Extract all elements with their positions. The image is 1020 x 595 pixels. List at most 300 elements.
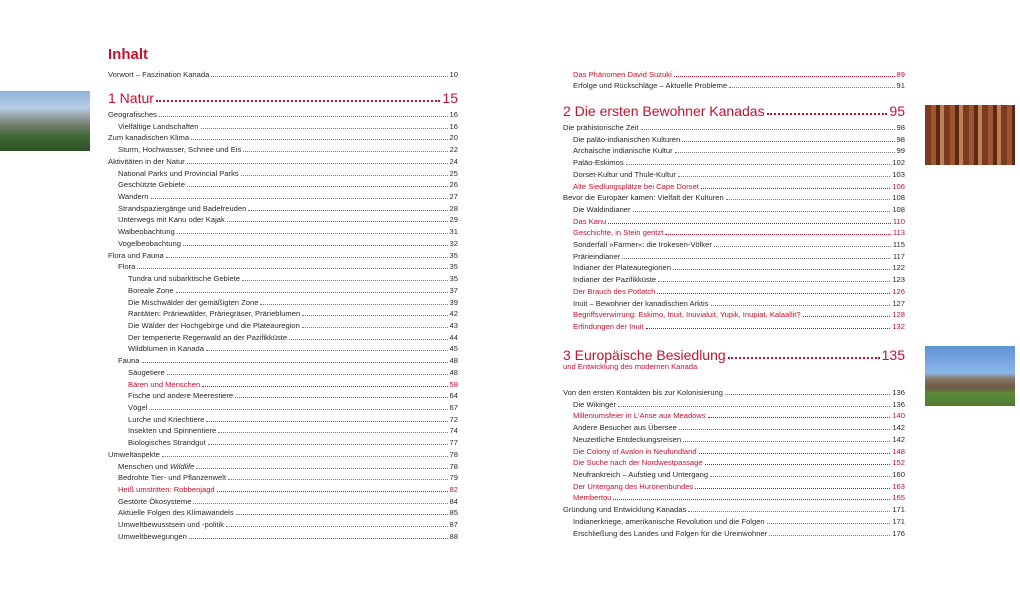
toc-entry-title: Membertou	[573, 493, 612, 503]
toc-entry	[108, 436, 458, 447]
toc-entry-title: Raritäten: Präriewälder, Präriegräser, Prärieblumen	[128, 309, 301, 319]
toc-entry-page: 152	[892, 458, 905, 468]
dot-leader	[302, 315, 447, 316]
dot-leader	[633, 211, 891, 212]
toc-entry	[108, 471, 458, 482]
dot-leader	[695, 488, 890, 489]
toc-entry-page: 28	[449, 203, 458, 213]
toc-entry	[563, 68, 905, 79]
toc-entry	[108, 225, 458, 236]
toc-entry-title: Dorset-Kultur und Thule-Kultur	[573, 169, 676, 179]
toc-entry-title: Umweltbewusstsein und -politik	[118, 520, 224, 530]
dot-leader	[228, 479, 447, 480]
toc-entry	[108, 424, 458, 435]
toc-entry-page: 27	[449, 192, 458, 202]
chapter-heading	[108, 86, 458, 106]
toc-entry-page: 132	[892, 321, 905, 331]
toc-entry	[108, 68, 458, 79]
toc-entry-page: 171	[892, 505, 905, 515]
toc-entry	[108, 108, 458, 119]
toc-entry-title: Indianerkriege, amerikanische Revolution und die Folgen	[573, 516, 765, 526]
toc-entry-page: 136	[892, 388, 905, 397]
dot-leader	[201, 128, 448, 129]
mountain-landscape-photo	[0, 91, 90, 151]
toc-entry-page: 16	[449, 121, 458, 131]
dot-leader	[149, 409, 447, 410]
toc-entry-page: 148	[892, 446, 905, 456]
toc-entry	[108, 389, 458, 400]
toc-entry	[108, 167, 458, 178]
toc-entry-title: Flora	[118, 262, 136, 272]
toc-entry	[563, 527, 905, 538]
toc-entry-title: Vogelbeobachtung	[118, 238, 181, 248]
toc-entry-title: Paläo-Eskimos	[573, 158, 624, 168]
toc-entry-title: Die paläo-indianischen Kulturen	[573, 134, 681, 144]
dot-leader	[658, 281, 890, 282]
dot-leader	[142, 362, 448, 363]
toc-entry-page: 39	[449, 297, 458, 307]
dot-leader	[725, 394, 890, 395]
toc-entry	[563, 261, 905, 272]
dot-leader	[177, 233, 448, 234]
toc-entry-page: 113	[892, 228, 905, 238]
toc-entry-title: Die Wikinger	[573, 399, 617, 409]
toc-entry-page: 176	[892, 528, 905, 538]
toc-entry-title: Indianer der Pazifikküste	[573, 275, 657, 285]
toc-entry-page: 31	[449, 227, 458, 237]
indigenous-people-photo	[925, 105, 1015, 165]
toc-entry-title: Gründung und Entwicklung Kanadas	[563, 505, 687, 515]
toc-entry	[563, 515, 905, 526]
toc-entry	[563, 79, 905, 90]
toc-entry-page: 78	[449, 449, 458, 459]
toc-entry-title: Wildblumen in Kanada	[128, 344, 204, 354]
dot-leader	[167, 374, 448, 375]
toc-entry-page: 91	[896, 81, 905, 90]
dot-leader	[191, 139, 448, 140]
historic-settlement-photo	[925, 346, 1015, 406]
toc-entry	[108, 366, 458, 377]
toc-entry-page: 15	[442, 90, 458, 106]
dot-leader	[218, 432, 447, 433]
toc-entry-title: Vorwort – Faszination Kanada	[108, 70, 210, 79]
toc-entry-page: 99	[896, 146, 905, 156]
toc-entry-title: Prärieindianer	[573, 251, 621, 261]
dot-leader	[235, 397, 447, 398]
toc-entry	[108, 506, 458, 517]
toc-entry-title: Die Wälder der Hochgebirge und die Plateauregion	[128, 320, 300, 330]
toc-entry-title: Inuit – Bewohner der kanadischen Arktis	[573, 298, 709, 308]
toc-entry-title: Strandspaziergänge und Badefreuden	[118, 203, 247, 213]
toc-entry	[108, 331, 458, 342]
toc-entry-title: Von den ersten Kontakten bis zur Kolonisierung	[563, 388, 723, 397]
toc-entry-page: 135	[881, 347, 905, 363]
dot-leader	[248, 210, 447, 211]
toc-entry-page: 84	[449, 496, 458, 506]
toc-entry-page: 108	[892, 204, 905, 214]
dot-leader	[302, 327, 448, 328]
toc-entry	[563, 308, 905, 319]
toc-entry	[108, 354, 458, 365]
toc-entry-page: 163	[892, 481, 905, 491]
chapter-subtitle: und Entwicklung des modernen Kanada	[563, 362, 698, 371]
toc-entry	[563, 491, 905, 502]
toc-entry-page: 24	[449, 156, 458, 166]
toc-entry	[108, 495, 458, 506]
toc-entry-page: 160	[892, 470, 905, 480]
dot-leader	[227, 221, 448, 222]
dot-leader	[618, 406, 890, 407]
toc-entry-page: 122	[892, 263, 905, 273]
dot-leader	[679, 429, 890, 430]
toc-entry-title: Milleniumsfeier in L'Anse aux Meadows	[573, 411, 706, 421]
toc-entry	[108, 202, 458, 213]
toc-entry	[108, 307, 458, 318]
toc-entry-page: 58	[449, 379, 458, 389]
toc-entry-title: Der Untergang des Huronenbundes	[573, 481, 694, 491]
toc-entry-page: 77	[449, 438, 458, 448]
toc-entry-page: 78	[449, 461, 458, 471]
toc-entry-title: Erfindungen der Inuit	[573, 321, 644, 331]
toc-entry-page: 35	[449, 274, 458, 284]
toc-entry	[108, 120, 458, 131]
toc-entry-title: Aktuelle Folgen des Klimawandels	[118, 508, 234, 518]
toc-entry-title: Das Kanu	[573, 216, 607, 226]
toc-entry-page: 74	[449, 426, 458, 436]
dot-leader	[196, 468, 447, 469]
toc-entry-page: 108	[892, 193, 905, 203]
toc-entry	[108, 178, 458, 189]
toc-entry-title: Sturm, Hochwasser, Schnee und Eis	[118, 145, 242, 155]
toc-entry-title: Menschen und Wildlife	[118, 461, 195, 471]
dot-leader	[726, 199, 891, 200]
toc-entry-title: 2 Die ersten Bewohner Kanadas	[563, 103, 765, 119]
dot-leader	[193, 503, 447, 504]
toc-entry-title: Erfolge und Rückschläge – Aktuelle Probleme	[573, 81, 728, 90]
toc-entry	[563, 168, 905, 179]
dot-leader	[243, 151, 447, 152]
toc-entry-page: 87	[449, 520, 458, 530]
toc-entry-page: 29	[449, 215, 458, 225]
toc-entry-page: 35	[449, 262, 458, 272]
toc-entry-page: 44	[449, 332, 458, 342]
toc-entry-title: Alte Siedlungsplätze bei Cape Dorset	[573, 181, 699, 191]
dot-leader	[236, 514, 448, 515]
dot-leader	[646, 328, 891, 329]
toc-entry-title: Geografisches	[108, 110, 157, 119]
dot-leader	[626, 164, 891, 165]
toc-entry-page: 106	[892, 181, 905, 191]
toc-entry	[108, 530, 458, 541]
toc-entry-title: Unterwegs mit Kanu oder Kajak	[118, 215, 225, 225]
toc-entry-page: 102	[892, 158, 905, 168]
toc-entry-page: 82	[449, 485, 458, 495]
toc-entry	[563, 433, 905, 444]
toc-entry	[563, 180, 905, 191]
toc-entry-title: Neufrankreich – Aufstieg und Untergang	[573, 470, 709, 480]
toc-entry	[563, 156, 905, 167]
dot-leader	[699, 453, 891, 454]
toc-entry	[108, 272, 458, 283]
toc-entry-page: 95	[889, 103, 905, 119]
dot-leader	[673, 269, 890, 270]
toc-entry	[563, 468, 905, 479]
toc-entry	[563, 144, 905, 155]
toc-entry-title: Bevor die Europäer kamen: Vielfalt der Kulturen	[563, 193, 724, 203]
toc-entry-title: 3 Europäische Besiedlung	[563, 347, 726, 363]
dot-leader	[187, 163, 448, 164]
toc-entry-page: 48	[449, 367, 458, 377]
chapter-heading	[563, 343, 905, 363]
toc-entry-page: 98	[896, 123, 905, 132]
toc-entry-page: 16	[449, 110, 458, 119]
toc-entry-title: Insekten und Spinnentiere	[128, 426, 217, 436]
toc-entry-title: Begriffsverwirrung: Eskimo, Inuit, Inuvialuit, Yupik, Inupiat, Kalaallit?	[573, 310, 801, 320]
toc-entry	[108, 460, 458, 471]
dot-leader	[176, 292, 448, 293]
dot-leader	[708, 417, 891, 418]
toc-entry-page: 171	[892, 516, 905, 526]
toc-entry-title: Zum kanadischen Klima	[108, 133, 190, 143]
toc-entry-title: Walbeobachtung	[118, 227, 175, 237]
toc-entry	[108, 296, 458, 307]
toc-entry-title: Lurche und Kriechtiere	[128, 414, 205, 424]
dot-leader	[714, 246, 891, 247]
dot-leader	[710, 476, 890, 477]
toc-entry	[563, 456, 905, 467]
toc-entry-page: 89	[896, 70, 905, 79]
toc-entry	[108, 213, 458, 224]
toc-entry-title: Umweltaspekte	[108, 449, 160, 459]
dot-leader	[156, 100, 441, 102]
toc-entry-page: 142	[892, 423, 905, 433]
toc-entry-page: 123	[892, 275, 905, 285]
dot-leader	[688, 511, 890, 512]
toc-entry-page: 64	[449, 391, 458, 401]
toc-entry-title: Bedrohte Tier- und Pflanzenwelt	[118, 473, 227, 483]
toc-entry-title: Fauna	[118, 356, 140, 366]
toc-entry	[108, 448, 458, 459]
toc-entry-title: Vögel	[128, 403, 148, 412]
toc-entry	[563, 297, 905, 308]
toc-entry-page: 126	[892, 286, 905, 296]
dot-leader	[641, 129, 895, 130]
dot-leader	[608, 223, 891, 224]
toc-entry	[563, 503, 905, 514]
toc-entry-title: Boreale Zone	[128, 285, 174, 295]
toc-entry-page: 26	[449, 180, 458, 190]
toc-entry	[108, 143, 458, 154]
toc-entry-title: Gestörte Ökosysteme	[118, 496, 192, 506]
dot-leader	[682, 141, 894, 142]
toc-entry-title: Heiß umstritten: Robbenjagd	[118, 485, 215, 495]
toc-entry	[108, 237, 458, 248]
toc-entry	[563, 320, 905, 331]
dot-leader	[622, 258, 891, 259]
dot-leader	[151, 198, 448, 199]
toc-entry	[563, 409, 905, 420]
dot-leader	[206, 421, 447, 422]
dot-leader	[729, 87, 894, 88]
dot-leader	[665, 234, 891, 235]
toc-entry-title: Die Waldindianer	[573, 204, 631, 214]
toc-entry-title: Die prähistorische Zeit	[563, 123, 639, 132]
dot-leader	[206, 350, 448, 351]
toc-entry	[108, 131, 458, 142]
toc-entry-page: 165	[892, 493, 905, 503]
toc-entry-title: Geschützte Gebiete	[118, 180, 186, 190]
dot-leader	[675, 152, 895, 153]
toc-entry-page: 67	[449, 403, 458, 412]
toc-entry-page: 98	[896, 134, 905, 144]
toc-entry	[563, 121, 905, 132]
toc-entry-title: Andere Besucher aus Übersee	[573, 423, 677, 433]
toc-entry	[108, 260, 458, 271]
toc-entry-page: 103	[892, 169, 905, 179]
toc-entry-page: 136	[892, 399, 905, 409]
dot-leader	[701, 188, 891, 189]
toc-entry	[108, 483, 458, 494]
toc-entry	[563, 238, 905, 249]
toc-entry-page: 117	[892, 251, 905, 261]
toc-entry	[108, 190, 458, 201]
toc-entry-title: Die Colony of Avalon in Neufundland	[573, 446, 697, 456]
dot-leader	[137, 268, 447, 269]
dot-leader	[211, 76, 447, 77]
dot-leader	[728, 357, 880, 359]
toc-entry-page: 48	[449, 356, 458, 366]
dot-leader	[260, 304, 447, 305]
toc-entry-title: Das Phänomen David Suzuki	[573, 70, 672, 79]
toc-entry-page: 127	[892, 298, 905, 308]
dot-leader	[242, 280, 448, 281]
page-title: Inhalt	[108, 46, 148, 63]
dot-leader	[226, 526, 448, 527]
dot-leader	[705, 464, 891, 465]
toc-entry-title: Aktivitäten in der Natur	[108, 156, 185, 166]
toc-entry-title: Vielfältige Landschaften	[118, 121, 199, 131]
toc-entry-page: 88	[449, 531, 458, 541]
dot-leader	[162, 456, 448, 457]
toc-entry-title: Umweltbewegungen	[118, 531, 187, 541]
toc-entry	[108, 319, 458, 330]
toc-entry	[563, 226, 905, 237]
toc-entry-title: Bären und Menschen	[128, 379, 201, 389]
dot-leader	[217, 491, 448, 492]
dot-leader	[208, 444, 448, 445]
toc-entry	[108, 378, 458, 389]
dot-leader	[767, 523, 891, 524]
toc-entry-page: 43	[449, 320, 458, 330]
toc-entry-page: 72	[449, 414, 458, 424]
toc-entry	[108, 342, 458, 353]
toc-entry-title: Wandern	[118, 192, 149, 202]
dot-leader	[289, 339, 447, 340]
toc-entry	[108, 518, 458, 529]
toc-entry-title: Säugetiere	[128, 367, 165, 377]
toc-entry-page: 79	[449, 473, 458, 483]
dot-leader	[183, 245, 448, 246]
toc-entry-title: Fische und andere Meerestiere	[128, 391, 234, 401]
toc-entry	[563, 480, 905, 491]
toc-entry	[108, 401, 458, 412]
toc-entry-page: 25	[449, 168, 458, 178]
toc-entry-page: 37	[449, 285, 458, 295]
toc-entry	[563, 191, 905, 202]
toc-entry-page: 45	[449, 344, 458, 354]
toc-entry-title: Tundra und subarktische Gebiete	[128, 274, 241, 284]
toc-entry-title: Erschließung des Landes und Folgen für die Ureinwohner	[573, 528, 768, 538]
toc-entry	[563, 250, 905, 261]
toc-entry-page: 115	[892, 240, 905, 249]
toc-entry-page: 32	[449, 238, 458, 248]
toc-entry	[563, 273, 905, 284]
toc-entry	[563, 398, 905, 409]
toc-entry-title: Der Brauch des Potlatch	[573, 286, 656, 296]
dot-leader	[767, 113, 888, 115]
toc-entry-title: Die Suche nach der Nordwestpassage	[573, 458, 703, 468]
toc-entry	[108, 249, 458, 260]
toc-entry-page: 20	[449, 133, 458, 143]
toc-entry-page: 142	[892, 434, 905, 444]
dot-leader	[711, 305, 891, 306]
toc-entry-title: Archaische indianische Kultur	[573, 146, 673, 156]
toc-entry-page: 110	[892, 216, 905, 226]
dot-leader	[187, 186, 447, 187]
toc-entry	[563, 445, 905, 456]
dot-leader	[683, 441, 890, 442]
toc-entry-page: 42	[449, 309, 458, 319]
toc-entry	[563, 133, 905, 144]
dot-leader	[674, 76, 895, 77]
toc-entry	[563, 285, 905, 296]
toc-entry-title: Sonderfall »Farmer«: die Irokesen-Völker	[573, 240, 712, 249]
toc-entry-page: 140	[892, 411, 905, 421]
dot-leader	[613, 499, 890, 500]
dot-leader	[678, 176, 890, 177]
toc-entry	[108, 284, 458, 295]
toc-entry-title: Geschichte, in Stein geritzt	[573, 228, 664, 238]
chapter-heading	[563, 99, 905, 119]
toc-entry-page: 128	[892, 310, 905, 320]
toc-entry	[108, 155, 458, 166]
toc-entry	[563, 386, 905, 397]
toc-entry-title: Die Mischwälder der gemäßigten Zone	[128, 297, 259, 307]
toc-entry-page: 22	[449, 145, 458, 155]
toc-entry-title: National Parks und Provincial Parks	[118, 168, 239, 178]
toc-entry-page: 35	[449, 250, 458, 260]
dot-leader	[202, 386, 447, 387]
dot-leader	[769, 535, 890, 536]
toc-entry	[563, 203, 905, 214]
dot-leader	[189, 538, 448, 539]
dot-leader	[166, 257, 448, 258]
toc-entry-title: Der temperierte Regenwald an der Pazifikküste	[128, 332, 288, 342]
toc-entry-title: Neuzeitliche Entdeckungsreisen	[573, 434, 682, 444]
toc-entry-page: 85	[449, 508, 458, 518]
toc-entry	[108, 413, 458, 424]
dot-leader	[657, 293, 890, 294]
toc-entry-title: Indianer der Plateauregionen	[573, 263, 671, 273]
dot-leader	[159, 116, 448, 117]
toc-entry-title: Biologisches Strandgut	[128, 438, 206, 448]
toc-entry	[563, 215, 905, 226]
dot-leader	[803, 316, 891, 317]
toc-entry-title: Flora und Fauna	[108, 250, 164, 260]
dot-leader	[241, 175, 448, 176]
toc-entry-page: 10	[449, 70, 458, 79]
toc-entry-title: 1 Natur	[108, 90, 154, 106]
